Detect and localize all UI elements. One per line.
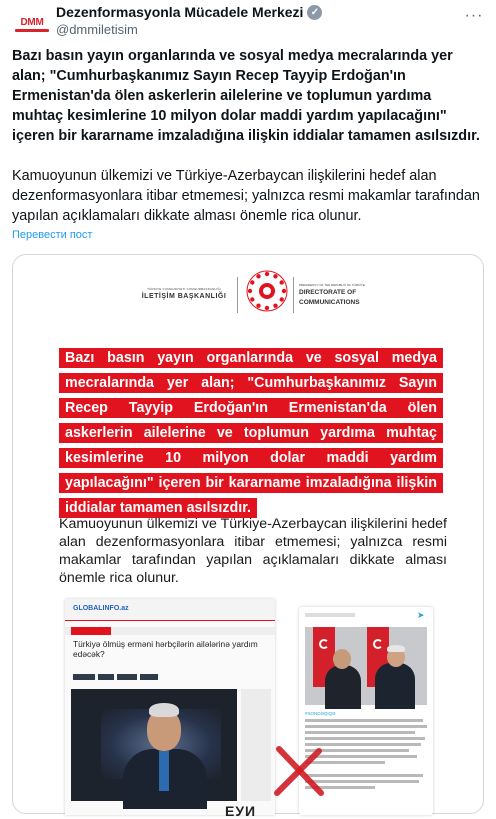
logo-row bbox=[13, 255, 485, 335]
headline-line: Recep Tayyip Erdoğan'ın Ermenistan'da ölen bbox=[59, 398, 443, 418]
avatar-logo-text: DMM bbox=[20, 16, 44, 28]
logo-right bbox=[299, 283, 379, 307]
news-article-photo bbox=[71, 689, 237, 801]
tweet-paragraph-1: Bazı basın yayın organlarında ve sosyal medya mecralarında yer alan; "Cumhurbaşkanımız Sayın Recep Tayyip Erdoğan'ın Ermenistan'da ölen askerlerin ailelerine ve toplumun yardıma muhtaç kesimlerine 10 milyon dolar maddi yardım yapılacağını" içeren bir kararname imzaladığına ilişkin iddialar tamamen asılsızdır. bbox=[12, 48, 480, 144]
logo-left bbox=[129, 287, 239, 300]
telegram-post-photo bbox=[305, 627, 427, 705]
tweet-body bbox=[12, 46, 486, 226]
logo-divider-right bbox=[293, 277, 294, 313]
news-site-header bbox=[65, 599, 275, 621]
logo-left-small-text: TÜRKİYE CUMHURİYETİ CUMHURBAŞKANLIĞI bbox=[147, 287, 221, 291]
author-display-name[interactable]: Dezenformasyonla Mücadele Merkezi bbox=[56, 4, 304, 20]
headline-line: kesimlerine 10 milyon dolar maddi yardım bbox=[59, 448, 443, 468]
logo-right-title-1: DIRECTORATE OF bbox=[299, 289, 357, 296]
presidential-seal-icon bbox=[245, 269, 289, 313]
telegram-icon: ➤ bbox=[417, 610, 425, 620]
author-display-name-row[interactable] bbox=[56, 4, 322, 20]
author-handle[interactable]: @dmmiletisim bbox=[56, 22, 138, 37]
translate-post-link[interactable]: Перевести пост bbox=[12, 229, 93, 241]
news-site-brand: GLOBALINFO.az bbox=[73, 605, 129, 612]
logo-left-title: İLETİŞİM BAŞKANLIĞI bbox=[141, 293, 227, 300]
news-ticker-tag bbox=[71, 627, 111, 635]
false-claim-x-icon bbox=[271, 743, 327, 799]
headline-line: askerlerin ailelerine ve toplumun yardıma muhtaç bbox=[59, 423, 443, 443]
graphic-footer-text: ЕУИ bbox=[225, 803, 257, 819]
headline-line: iddialar tamamen asılsızdır. bbox=[59, 498, 257, 518]
graphic-subtext: Kamuoyunun ülkemizi ve Türkiye-Azerbaycan ilişkilerini hedef alan dezenformasyonlara itibar etmemesi; yalnızca resmi makamlar tarafından yapılan açıklamaları dikkate alması önemle rica olunur. bbox=[59, 516, 447, 586]
tweet-paragraph-2: Kamuoyunun ülkemizi ve Türkiye-Azerbaycan ilişkilerini hedef alan dezenformasyonlara itibar etmemesi; yalnızca resmi makamlar tarafından yapılan açıklamaları dikkate alması önemle rica olunur. bbox=[12, 168, 480, 224]
headline-line: yapılacağını" içeren bir kararname imzaladığına ilişkin bbox=[59, 473, 443, 493]
telegram-hashtag: #SONDƏQİQƏ bbox=[305, 711, 336, 716]
news-sidebar bbox=[241, 689, 271, 801]
logo-divider-left bbox=[237, 277, 238, 313]
tweet-header bbox=[12, 4, 484, 44]
fake-news-screenshot-left bbox=[65, 599, 275, 815]
news-article-title: Türkiyə ölmüş erməni hərbçilərin ailələrinə yardım edəcək? bbox=[73, 639, 258, 659]
avatar-logo-bar bbox=[15, 29, 49, 32]
verified-badge-icon: ✓ bbox=[307, 5, 322, 20]
author-names bbox=[56, 4, 322, 37]
headline-line: Bazı basın yayın organlarında ve sosyal medya bbox=[59, 348, 443, 368]
more-options-icon[interactable]: ··· bbox=[464, 7, 484, 24]
telegram-post-header bbox=[305, 613, 355, 617]
logo-right-title-2: COMMUNICATIONS bbox=[299, 299, 360, 306]
graphic-headline bbox=[59, 348, 443, 523]
logo-right-small-text: PRESIDENCY OF THE REPUBLIC OF TÜRKİYE bbox=[299, 283, 365, 287]
headline-line: mecralarında yer alan; "Cumhurbaşkanımız Sayın bbox=[59, 373, 443, 393]
tweet-media-image[interactable] bbox=[12, 254, 484, 819]
avatar[interactable] bbox=[12, 10, 52, 38]
news-article-meta bbox=[73, 667, 233, 673]
